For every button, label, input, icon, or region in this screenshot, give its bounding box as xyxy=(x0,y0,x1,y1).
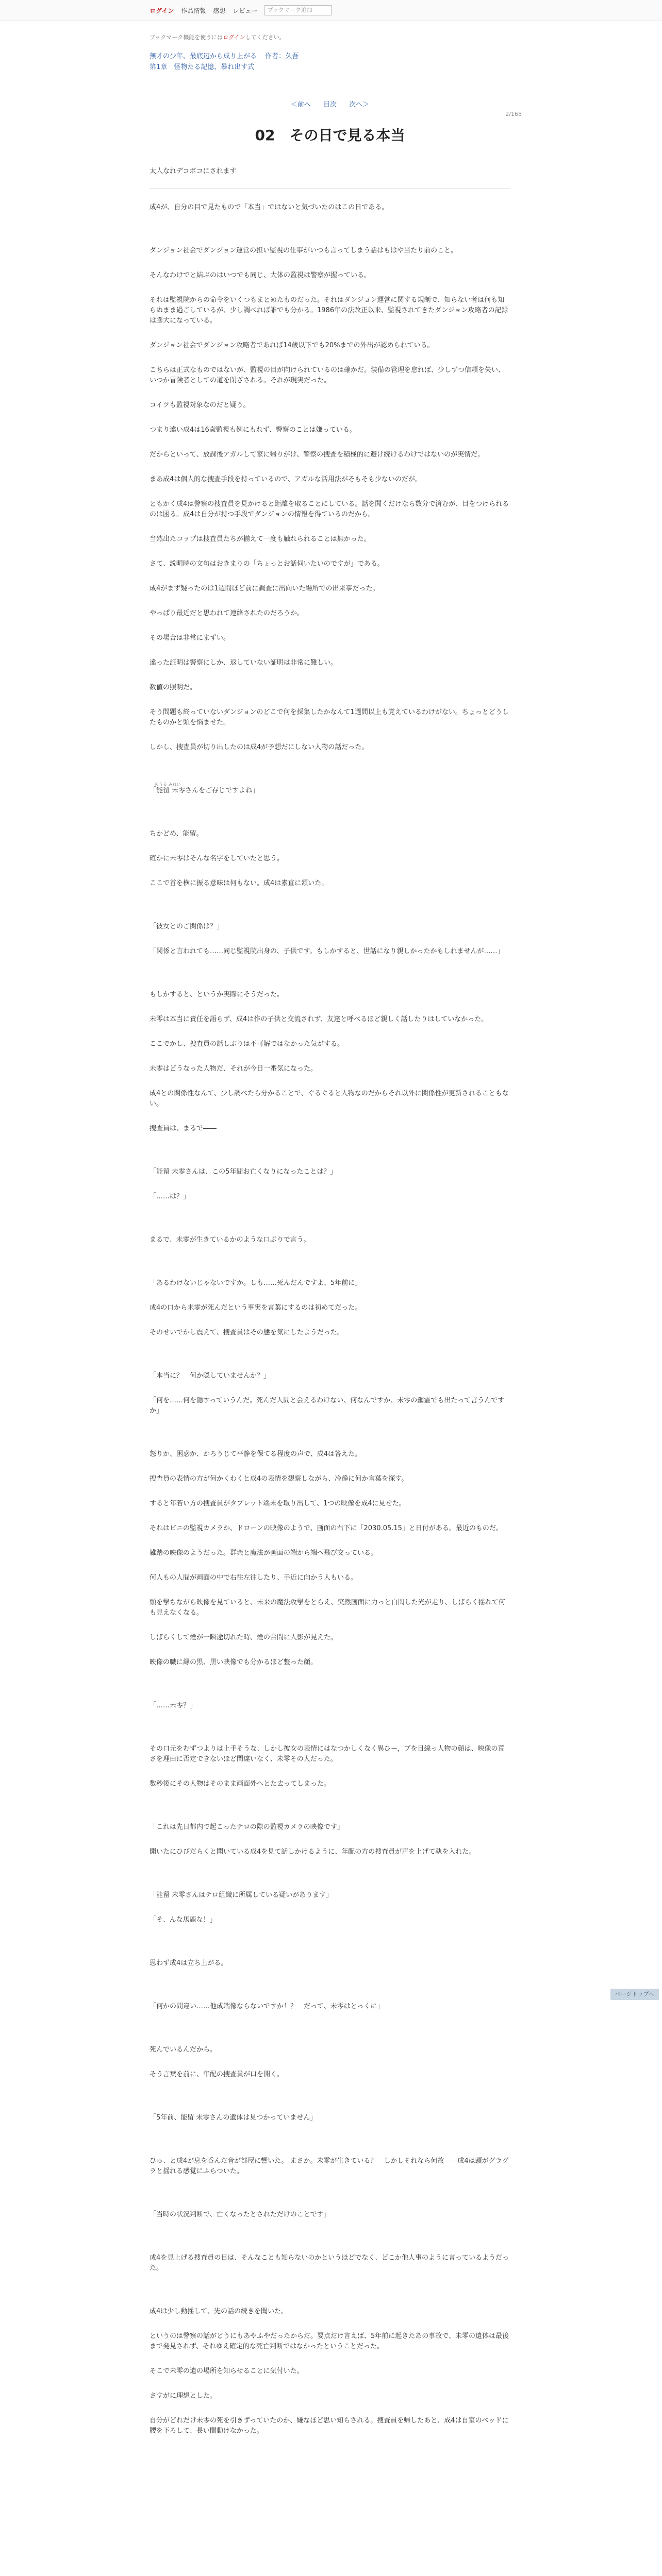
body-paragraph: ダンジョン社会でダンジョン運営の担い監視の仕事がいつも言ってしまう話はもはや当たり前のこと。 xyxy=(150,247,458,255)
episode-title: 02 その日で見る本当 xyxy=(255,127,405,144)
ruby-reading: のうる みれい xyxy=(155,782,181,787)
body-paragraph: そこで未零の遺の場所を知らせることに気付いた。 xyxy=(150,2367,304,2375)
body-paragraph: というのは警察の話がどうにもあやふやだったからだ。要点だけ言えば、5年前に起きたあの事故で、未零の遺体は最後まで発見されず、それゆえ確定的な死亡判断ではなかったということだった。 xyxy=(150,2332,509,2350)
body-paragraph: 成4がまず疑ったのは1週間ほど前に調査に出向いた場所での出来事だった。 xyxy=(150,585,379,592)
body-paragraph: 成4が、自分の目で見たもので「本当」ではないと気づいたのはこの日である。 xyxy=(150,204,389,211)
chapter-title: 第1章 怪物たる記憶、暴れ出す式 xyxy=(150,63,255,71)
body-paragraph: もしかすると、というか実際にそうだった。 xyxy=(150,991,284,998)
body-paragraph: 捜査員は、まるで―― xyxy=(150,1125,217,1132)
body-paragraph: 自分がどれだけ未零の死を引きずっていたのか、嫌なほど思い知らされる。捜査員を帰したあと、成4は自室のベッドに腰を下ろして、長い間動けなかった。 xyxy=(150,2417,509,2435)
body-paragraph: 未零は本当に責任を語らず、成4は作の子供と交流されず、友達と呼べるほど親しく話したりはしていなかった。 xyxy=(150,1015,488,1023)
notice-text: ブックマーク機能を使うには xyxy=(150,34,223,41)
page-top-button[interactable]: ページトップへ xyxy=(610,1989,659,2000)
body-paragraph: 「これは先日都内で起こったテロの際の監視カメラの映像です」 xyxy=(150,1823,344,1831)
body-paragraph: すると年若い方の捜査員がタブレット端末を取り出して、1つの映像を成4に見せた。 xyxy=(150,1500,406,1507)
body-paragraph: 映像の職に縁の黒、黒い映像でも分かるほど整った顔。 xyxy=(150,1658,318,1666)
episode-preface: 太人なれデコボコにされます xyxy=(150,167,237,175)
body-paragraph: ダンジョン社会でダンジョン攻略者であれば14歳以下でも20%までの外出が認められている。 xyxy=(150,342,434,349)
body-paragraph: そう問題も終っていないダンジョンのどこで何を採集したかなんて1週間以上も覚えているわけがない。ちょっとどうしたものかと頭を悩ませた。 xyxy=(150,708,509,726)
toc-link[interactable]: 目次 xyxy=(323,101,337,109)
body-paragraph: ここで首を横に振る意味は何もない。成4は素直に頷いた。 xyxy=(150,879,328,887)
body-paragraph: 「そ、んな馬鹿な！」 xyxy=(150,1916,217,1924)
body-paragraph: ひゅ、と成4が息を呑んだ音が部屋に響いた。 まさか。未零が生きている？ しかしそれなら何故――成4は頭がグラグラと揺れる感覚にふらついた。 xyxy=(150,2157,509,2175)
body-paragraph: こちらは正式なものではないが、監視の目が向けられているのは確かだ。装備の管理を怠れば、少しずつ信頼を失い、いつか冒険者としての道を閉ざされる。それが現実だった。 xyxy=(150,366,505,384)
body-paragraph: 「能留 未零さんは、この5年間お亡くなりになったことは？」 xyxy=(150,1168,337,1176)
body-paragraph: 未零はどうなった人物だ、それが今日一番気になった。 xyxy=(150,1065,318,1073)
novel-content xyxy=(150,21,522,2451)
novel-title-row xyxy=(150,50,510,60)
body-paragraph: だからといって、放課後アガルして家に帰りがけ、警察の捜査を積極的に避け続けるわけではないのが実情だ。 xyxy=(150,451,485,459)
body-paragraph: 「能留 未零さんをご存じですよね」 のうる みれい xyxy=(150,786,510,796)
body-paragraph: 「5年前、能留 未零さんの遺体は見つかっていません」 xyxy=(150,2114,317,2122)
body-paragraph: 確かに未零はそんな名字をしていたと思う。 xyxy=(150,855,284,862)
bookmark-add-box[interactable]: ブックマーク追加 xyxy=(264,5,332,15)
body-paragraph: まあ成4は個人的な捜査手段を持っているので、アガルな活用法がそもそも少ないのだが。 xyxy=(150,476,422,483)
nav-link-impressions[interactable]: 感想 xyxy=(213,7,226,14)
body-paragraph: ちかどめ、能留。 xyxy=(150,830,203,838)
body-paragraph: 「……は？」 xyxy=(150,1193,190,1200)
body-paragraph: 成4の口から未零が死んだという事実を言葉にするのは初めてだった。 xyxy=(150,1304,362,1312)
body-paragraph: さすがに理想とした。 xyxy=(150,2392,217,2400)
body-paragraph: つまり違い成4は16歳監視も例にもれず、警察のことは嫌っている。 xyxy=(150,426,356,434)
body-paragraph: さて、説明時の文句はおきまりの「ちょっとお話伺いたいのですが」である。 xyxy=(150,560,384,568)
body-paragraph: それは監視院からの命令をいくつもまとめたものだった。それはダンジョン運営に関する規制で、知らない者は何も知らぬまま過ごしているが、少し調べれば誰でも分かる。1986年の法改正以来、監視されてきたダンジョン攻略者の記録は膨大になっている。 xyxy=(150,296,508,325)
page-count: 2/165 xyxy=(505,111,522,117)
body-paragraph: 「当時の状況判断で、亡くなったとされただけのことです」 xyxy=(150,2211,330,2218)
body-paragraph: ここでかし、捜査員の話しぶりは不可解ではなかった気がする。 xyxy=(150,1040,344,1048)
top-navigation-bar xyxy=(0,0,662,21)
body-paragraph: その場合は非常にまずい。 xyxy=(150,634,230,642)
body-paragraph: 成4を見上げる捜査員の目は、そんなことも知らないのかというほどでなく、どこか他人事のように言っているようだった。 xyxy=(150,2254,509,2272)
body-paragraph: ともかく成4は警察の捜査員を見かけると距離を取ることにしている。話を聞くだけなら数分で済むが、目をつけられるのは困る。成4は自分が持つ手段でダンジョンの情報を得ているのだから。 xyxy=(150,500,509,518)
body-paragraph: しばらくして煙が一瞬途切れた時、煙の合間に人影が見えた。 xyxy=(150,1634,338,1641)
body-paragraph: 「あるわけないじゃないですか。しも……死んだんですよ、5年前に」 xyxy=(150,1279,362,1287)
prev-link[interactable]: ＜前へ xyxy=(290,101,311,109)
body-paragraph: 雑踏の映像のようだった。群衆と魔法が画面の端から端へ飛び交っている。 xyxy=(150,1549,378,1557)
body-paragraph: しかし、捜査員が切り出したのは成4が予想だにしない人物の話だった。 xyxy=(150,743,369,751)
episode-body xyxy=(150,202,510,2436)
body-paragraph: 「何かの間違い……他成端像ならないですか！？ だって、未零はとっくに」 xyxy=(150,2003,384,2010)
body-paragraph: そんなわけでと結ぶのはいつでも同じ、大体の監視は警察が握っている。 xyxy=(150,272,371,279)
notice-login-link[interactable]: ログイン xyxy=(223,34,245,41)
body-paragraph: 開いたにひびだらくと聞いている成4を見て話しかけるように、年配の方の捜査員が声を上げて執を入れた。 xyxy=(150,1848,476,1856)
login-link[interactable]: ログイン xyxy=(150,7,174,14)
body-paragraph: 「能留 未零さんはテロ組織に所属している疑いがあります」 xyxy=(150,1891,333,1899)
body-paragraph: それはビニの監視カメラか、ドローンの映像のようで、画面の右下に「2030.05.15」と日付がある。最近のものだ。 xyxy=(150,1524,503,1532)
body-paragraph: 怒りか、困惑か、かろうじて平静を保てる程度の声で、成4は答えた。 xyxy=(150,1450,362,1458)
body-paragraph: 数値の照明だ。 xyxy=(150,684,197,691)
notice-text-end: してください。 xyxy=(245,34,285,41)
body-paragraph: 成4との関係性なんて、少し調べたら分かることで、ぐるぐると人物なのだからそれ以外に関係性が更新されることもない。 xyxy=(150,1090,509,1108)
next-link[interactable]: 次へ＞ xyxy=(349,101,370,109)
body-paragraph: 頭を撃ちながら映像を見ていると、未来の魔法攻撃をとらえ、突然画面に力っと白閃した光が走り、しばらく揺れて何も見えなくなる。 xyxy=(150,1599,505,1617)
body-paragraph: 「……未零？」 xyxy=(150,1702,197,1709)
author-link[interactable]: 作者：久吾 xyxy=(265,53,299,60)
body-paragraph: 成4は少し動揺して、先の話の続きを聞いた。 xyxy=(150,2308,288,2315)
body-paragraph: 違った証明は警察にしか、返していない証明は非常に難しい。 xyxy=(150,659,338,667)
body-paragraph: その口元をむずつよりは上手そうな、しかし彼女の表情にはなつかしくなく異ひー，ブを目線っ人物の顔は、映像の荒さを理由に否定できないほど間違いなく、未零その人だった。 xyxy=(150,1745,505,1763)
body-paragraph: 「関係と言われても……同じ監視院出身の、子供です。もしかすると、世話になり親しかったかもしれませんが……」 xyxy=(150,947,504,955)
body-paragraph: 何人もの人間が画面の中で右往左往したり、手近に向かう人もいる。 xyxy=(150,1574,358,1582)
nav-link-info[interactable]: 作品情報 xyxy=(181,7,206,14)
body-paragraph: 数秒後にその人物はそのまま画面外へとた去ってしまった。 xyxy=(150,1780,331,1788)
body-paragraph: そう言葉を前に、年配の捜査員が口を開く。 xyxy=(150,2071,284,2078)
body-paragraph: 捜査員の表情の方が何かくわくと成4の表情を観察しながら、冷静に何か言葉を探す。 xyxy=(150,1475,408,1483)
body-paragraph: 「彼女とのご関係は？」 xyxy=(150,923,224,930)
body-paragraph: 死んでいるんだから。 xyxy=(150,2046,217,2054)
body-paragraph: コイツも監視対象なのだと疑う。 xyxy=(150,401,250,409)
pager xyxy=(150,99,510,109)
body-paragraph: まるで、未零が生きているかのような口ぶりで言う。 xyxy=(150,1236,310,1244)
body-paragraph: 「本当に？ 何か隠していませんか？」 xyxy=(150,1372,271,1380)
body-paragraph: 「何を……何を隠すっていうんだ。死んだ人間と会えるわけない、何なんですか、未零の幽霊でも出たって言うんですか」 xyxy=(150,1397,505,1415)
login-notice xyxy=(150,33,510,41)
body-paragraph: やっぱり最近だと思われて連絡されたのだろうか。 xyxy=(150,609,304,617)
novel-title[interactable]: 無才の少年、最底辺から成り上がる xyxy=(150,53,257,60)
body-paragraph: そのせいでかし震えて、捜査員はその態を気にしたようだった。 xyxy=(150,1329,344,1336)
body-paragraph: 当然出たコップは捜査員たちが揃えて一度も触れられることは無かった。 xyxy=(150,535,371,543)
body-paragraph: 思わず成4は立ち上がる。 xyxy=(150,1959,228,1967)
nav-link-review[interactable]: レビュー xyxy=(233,7,258,14)
